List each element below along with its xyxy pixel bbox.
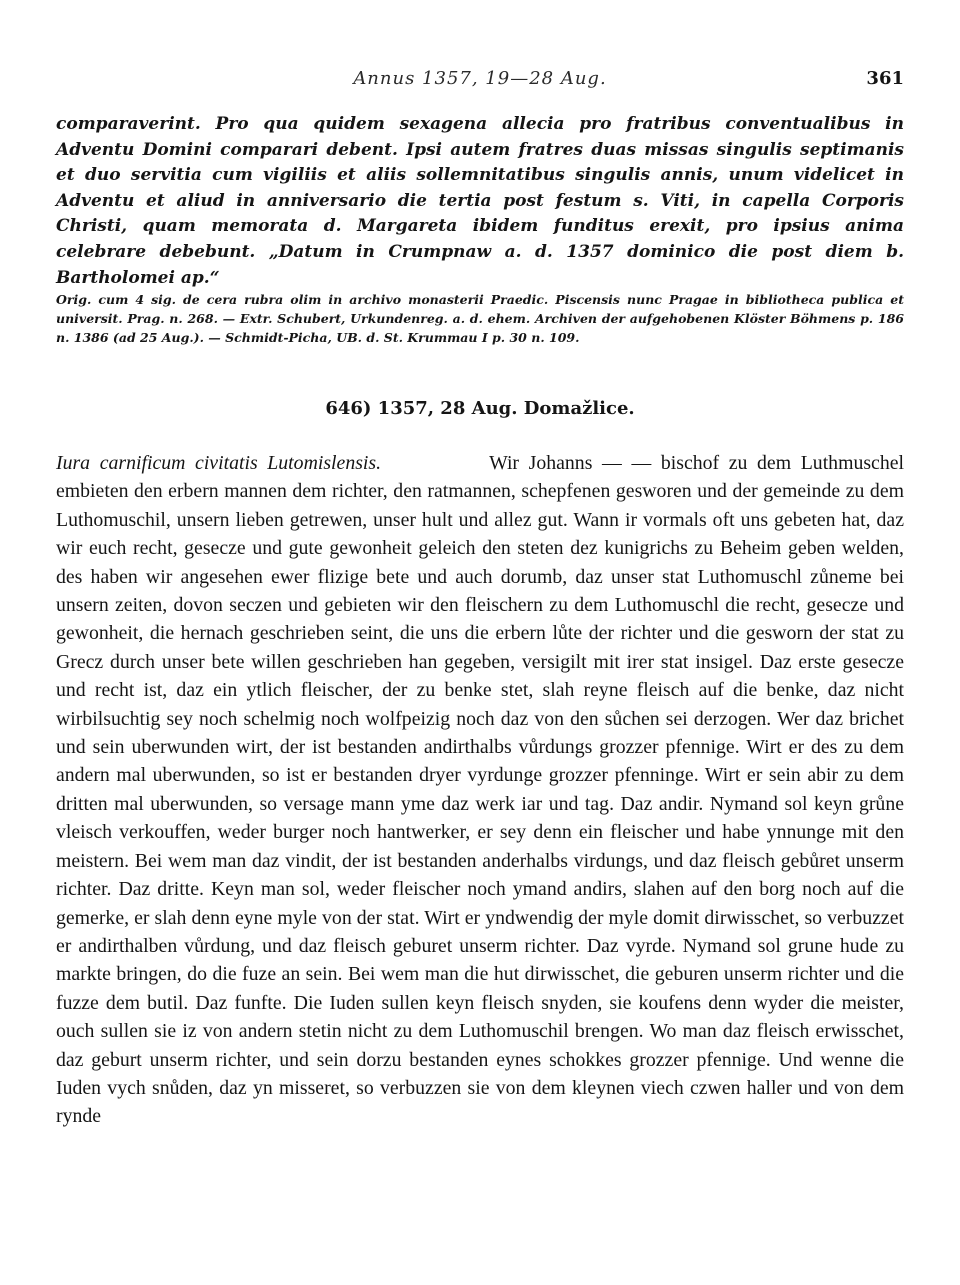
page-number: 361: [866, 68, 904, 89]
running-header: [0, 68, 960, 92]
latin-paragraph: comparaverint. Pro qua quidem sexagena allecia pro fratribus conventualibus in Adventu Domini comparari debent. Ipsi autem fratres duas missas singulis septimanis et duo servitia cum vigiliis et aliis sollemnitatibus singulis annis, unum videlicet in Adventu et aliud in anniversario die tertia post festum s. Viti, in capella Corporis Christi, quam memorata d. Margareta ibidem funditus erexit, pro ipsius anima celebrare debebunt. „Datum in Crumpnaw a. d. 1357 dominico die post diem b. Bartholomei ap.“: [56, 114, 904, 288]
document-heading: 646) 1357, 28 Aug. Domažlice.: [325, 398, 635, 419]
document-text: Wir Johanns — — bischof zu dem Luthmuschel embieten den erbern mannen dem richter, den ratmannen, schepfenen gesworen und der gemeinde zu dem Luthomuschil, unsern lieben getrewen, unser hult und allez gut. Wann ir vormals oft uns gebeten hat, daz wir euch recht, gesecze und gute gewonheit geleich den steten dez kunigrichs zu Beheim geben welden, des haben wir angesehen ewer flizige bete und auch dorumb, daz unser stat Luthomuschl zůneme bei unsern zeiten, dovon seczen und gebieten wir den fleischern zu dem Luthomuschl die recht, gesecze und gewonheit, die hernach geschrieben seint, die uns die erbern lůte der richter und die gesworn der stat zu Grecz durch unser bete willen geschrieben han gegeben, versigilt mit irer stat insigel. Daz erste gesecze und recht ist, daz ein ytlich fleischer, der zu benke stet, slah reyne fleisch auf die benke, daz nicht wirbilsuchtig sey noch schelmig noch wolfpeizig noch daz von den sůchen sei derzogen. Wer daz brichet und sein uberwunden wirt, der ist bestanden andirthalbs vůrdungs grozzer pfennige. Wirt er des zu dem andern mal uberwunden, so ist er bestanden dryer vyrdunge grozzer pfenninge. Wirt er sein abir zu dem dritten mal uberwunden, so versage mann yme daz werk iar und tag. Daz andir. Nymand sol keyn grůne vleisch verkouffen, weder burger noch hantwerker, er sey denn ein fleischer und habe ynnunge mit den meistern. Bei wem man daz vindit, der ist bestanden anderhalbs virdungs, und daz fleisch gebůret unserm richter. Daz dritte. Keyn man sol, weder fleischer noch ymand andirs, slahen auf den borg noch auf die gemerke, er slah denn eyne myle von der stat. Wirt er yndwendig der myle domit dirwisschet, so verbuzzet er andirthalben vůrdung, und daz fleisch geburet unserm richter. Daz vyrde. Nymand sol grune hude zu markte bringen, do die fuze an sein. Bei wem man die hut dirwisschet, die geburen unserm richter und die fuzze dem butil. Daz funfte. Die Iuden sullen keyn fleisch snyden, sie koufens denn wyder die meister, ouch sullen sie iz von andern stetin nicht zu dem Luthomuschil brengen. Wo man daz fleisch erwisschet, daz geburt unserm richter, und sein dorzu bestanden eynes schokkes grozzer pfennige. Und wenne die Iuden vych snůden, daz yn misseret, so verbuzzen sie von dem kleynen viech czwen haller und von dem rynde: [56, 452, 904, 1128]
document-body: [56, 449, 904, 1131]
source-note: Orig. cum 4 sig. de cera rubra olim in archivo monasterii Praedic. Piscensis nunc Pragae in bibliotheca publica et universit. Prag. n. 268. — Extr. Schubert, Urkundenreg. a. d. ehem. Archiven der aufgehobenen Klöster Böhmens p. 186 n. 1386 (ad 25 Aug.). — Schmidt-Picha, UB. d. St. Krummau I p. 30 n. 109.: [56, 292, 904, 346]
document-rubric: Iura carnificum civitatis Lutomislensis.: [56, 452, 382, 474]
running-title: Annus 1357, 19—28 Aug.: [353, 68, 607, 89]
document-paragraph: [56, 449, 904, 1131]
